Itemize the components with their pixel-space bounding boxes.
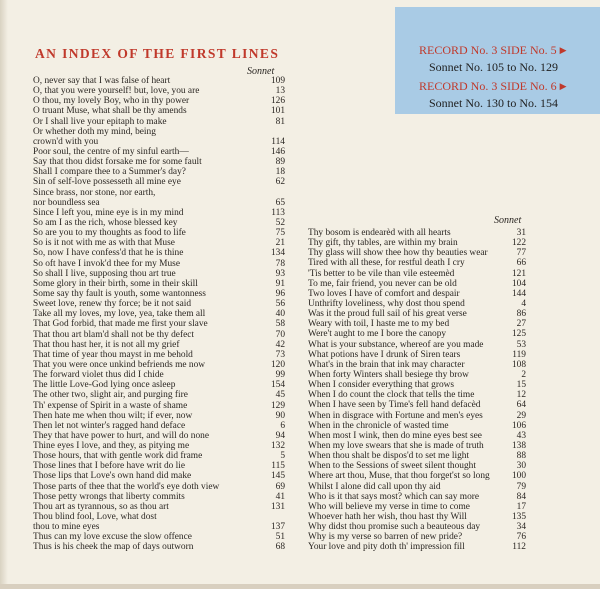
index-entry <box>308 492 526 502</box>
index-entry <box>308 360 526 370</box>
record-side-5-heading: RECORD No. 3 SIDE No. 5 <box>419 43 557 57</box>
first-line-text: O, never say that I was false of heart <box>33 76 171 86</box>
sonnet-number: 81 <box>275 116 285 127</box>
sonnet-number: 86 <box>516 309 526 320</box>
index-entry <box>33 340 285 350</box>
sonnet-number: 131 <box>270 501 285 512</box>
index-entry <box>33 218 285 228</box>
first-line-text: That time of year thou mayst in me behold <box>33 349 193 360</box>
first-line-text: So shall I live, supposing thou art true <box>33 268 176 279</box>
sonnet-number: 93 <box>275 268 285 279</box>
index-entry <box>33 431 285 441</box>
first-line-text: Who is it that says most? which can say more <box>308 491 480 502</box>
index-entry <box>33 157 285 167</box>
index-entry <box>33 502 285 512</box>
page-title: AN INDEX OF THE FIRST LINES <box>35 46 280 61</box>
index-entry <box>33 451 285 461</box>
index-entry <box>33 147 285 157</box>
first-line-text: That you were once unkind befriends me now <box>33 359 206 370</box>
sonnet-number: 45 <box>275 390 285 401</box>
sonnet-number: 145 <box>270 471 285 482</box>
sonnet-number: 94 <box>275 430 285 441</box>
index-entry <box>308 522 526 532</box>
sonnet-number: 126 <box>270 96 285 107</box>
index-entry <box>33 532 285 542</box>
sonnet-number: 68 <box>275 542 285 553</box>
index-entry <box>33 542 285 552</box>
index-entry <box>33 167 285 177</box>
sonnet-number: 100 <box>511 471 526 482</box>
sonnet-number: 154 <box>270 380 285 391</box>
sonnet-number: 21 <box>275 238 285 249</box>
sonnet-number: 144 <box>511 288 526 299</box>
index-entry <box>308 502 526 512</box>
sonnet-number: 30 <box>516 461 526 472</box>
sonnet-number: 53 <box>516 339 526 350</box>
sonnet-number: 99 <box>275 370 285 381</box>
sonnet-number: 101 <box>270 106 285 117</box>
first-line-text: Why didst thou promise such a beauteous day <box>308 522 481 533</box>
right-index-list <box>308 228 526 553</box>
index-entry <box>33 228 285 238</box>
index-entry <box>308 329 526 339</box>
record-side-5 <box>419 43 567 75</box>
first-line-text: Thus is his cheek the map of days outworn <box>33 542 194 553</box>
sonnet-number: 58 <box>275 319 285 330</box>
first-line-text: crown'd with you <box>33 136 99 147</box>
record-side-6 <box>419 79 567 111</box>
index-entry <box>33 441 285 451</box>
sonnet-number: 135 <box>511 511 526 522</box>
first-line-text: When my love swears that she is made of truth <box>308 440 484 451</box>
first-line-text: Those lips that Love's own hand did make <box>33 471 192 482</box>
first-line-text: When to the Sessions of sweet silent thought <box>308 461 476 472</box>
index-entry <box>308 421 526 431</box>
sonnet-number: 104 <box>511 278 526 289</box>
first-line-text: 'Tis better to be vile than vile esteemèd <box>308 268 455 279</box>
index-entry <box>33 86 285 96</box>
first-line-text: When in the chronicle of wasted time <box>308 420 449 431</box>
sonnet-number: 73 <box>275 349 285 360</box>
index-entry <box>308 532 526 542</box>
index-entry <box>33 401 285 411</box>
first-line-text: The other two, slight air, and purging fire <box>33 390 188 401</box>
index-entry <box>33 350 285 360</box>
first-line-text: The little Love-God lying once asleep <box>33 380 176 391</box>
index-entry <box>33 106 285 116</box>
index-entry <box>308 380 526 390</box>
page-spine <box>0 0 8 589</box>
first-line-text: What is your substance, whereof are you made <box>308 339 484 350</box>
first-line-text: Say that thou didst forsake me for some fault <box>33 157 202 168</box>
first-line-text: thou to mine eyes <box>33 522 100 533</box>
sonnet-number: 109 <box>270 76 285 86</box>
sonnet-number: 119 <box>512 349 526 360</box>
sonnet-number: 77 <box>516 248 526 259</box>
index-entry <box>308 279 526 289</box>
first-line-text: Thus can my love excuse the slow offence <box>33 532 192 543</box>
sonnet-number: 79 <box>516 481 526 492</box>
index-entry <box>308 370 526 380</box>
index-entry <box>33 117 285 127</box>
sonnet-number: 65 <box>275 197 285 208</box>
left-sonnet-header: Sonnet <box>247 66 275 77</box>
sonnet-number: 31 <box>516 228 526 238</box>
index-entry <box>33 248 285 258</box>
sonnet-number: 125 <box>511 329 526 340</box>
index-entry <box>33 238 285 248</box>
first-line-text: Sweet love, renew thy force; be it not said <box>33 299 192 310</box>
first-line-text: Tired with all these, for restful death I cry <box>308 258 465 269</box>
sonnet-number: 42 <box>275 339 285 350</box>
sonnet-number: 4 <box>521 298 526 309</box>
index-entry <box>308 340 526 350</box>
first-line-text: Shall I compare thee to a Summer's day? <box>33 167 186 178</box>
first-line-text: nor boundless sea <box>33 197 100 208</box>
record-side-6-range: Sonnet No. 130 to No. 154 <box>429 96 558 110</box>
index-entry <box>308 400 526 410</box>
sonnet-number: 112 <box>512 542 526 553</box>
record-side-5-range: Sonnet No. 105 to No. 129 <box>429 60 558 74</box>
first-line-text: When most I wink, then do mine eyes best see <box>308 430 482 441</box>
sonnet-number: 108 <box>511 359 526 370</box>
sonnet-number: 18 <box>275 167 285 178</box>
sonnet-number: 132 <box>270 441 285 452</box>
sonnet-number: 129 <box>270 400 285 411</box>
first-line-text: When forty Winters shall besiege thy brow <box>308 369 469 380</box>
first-line-text: Weary with toil, I haste me to my bed <box>308 319 450 330</box>
sonnet-number: 122 <box>511 238 526 249</box>
index-entry <box>33 482 285 492</box>
first-line-text: What's in the brain that ink may character <box>308 359 465 370</box>
index-entry <box>308 258 526 268</box>
first-line-text: When I consider everything that grows <box>308 380 455 391</box>
index-entry <box>33 208 285 218</box>
play-arrow-icon: ▶ <box>559 81 567 91</box>
sonnet-number: 89 <box>275 157 285 168</box>
index-entry <box>308 350 526 360</box>
sonnet-number: 137 <box>270 522 285 533</box>
sonnet-number: 6 <box>280 420 285 431</box>
sonnet-number: 138 <box>511 440 526 451</box>
index-entry <box>33 360 285 370</box>
first-line-text: When in disgrace with Fortune and men's eyes <box>308 410 483 421</box>
sonnet-number: 91 <box>275 278 285 289</box>
sonnet-number: 15 <box>516 380 526 391</box>
sonnet-number: 12 <box>516 390 526 401</box>
index-entry <box>33 471 285 481</box>
bottom-edge <box>0 584 600 589</box>
index-entry <box>308 482 526 492</box>
index-entry <box>308 299 526 309</box>
sonnet-number: 146 <box>270 146 285 157</box>
index-entry <box>33 289 285 299</box>
first-line-text: Was it the proud full sail of his great verse <box>308 309 467 320</box>
first-line-text: When I have seen by Time's fell hand defacèd <box>308 400 481 411</box>
sonnet-number: 78 <box>275 258 285 269</box>
first-line-text: Take all my loves, my love, yea, take them all <box>33 309 206 320</box>
sonnet-number: 90 <box>275 410 285 421</box>
index-entry <box>33 492 285 502</box>
index-entry <box>308 228 526 238</box>
sonnet-number: 27 <box>516 319 526 330</box>
first-line-text: That thou hast her, it is not all my grief <box>33 339 180 350</box>
sonnet-number: 121 <box>511 268 526 279</box>
first-line-text: Since brass, nor stone, nor earth, <box>33 187 156 198</box>
sonnet-number: 13 <box>275 86 285 97</box>
index-entry <box>33 127 285 137</box>
first-line-text: Thy bosom is endearèd with all hearts <box>308 228 451 238</box>
first-line-text: Those parts of thee that the world's eye doth view <box>33 481 220 492</box>
index-entry <box>308 248 526 258</box>
first-line-text: So am I as the rich, whose blessed key <box>33 217 178 228</box>
first-line-text: So oft have I invok'd thee for my Muse <box>33 258 180 269</box>
first-line-text: O thou, my lovely Boy, who in thy power <box>33 96 190 107</box>
sonnet-number: 106 <box>511 420 526 431</box>
sonnet-number: 5 <box>280 451 285 462</box>
index-entry <box>308 471 526 481</box>
first-line-text: Those lines that I before have writ do lie <box>33 461 186 472</box>
first-line-text: Sin of self-love possesseth all mine eye <box>33 177 181 188</box>
sonnet-number: 69 <box>275 481 285 492</box>
index-entry <box>33 279 285 289</box>
index-entry <box>33 319 285 329</box>
first-line-text: Why is my verse so barren of new pride? <box>308 532 463 543</box>
sonnet-number: 41 <box>275 491 285 502</box>
index-entry <box>33 411 285 421</box>
index-entry <box>308 390 526 400</box>
first-line-text: Then hate me when thou wilt; if ever, now <box>33 410 193 421</box>
first-line-text: Thou blind fool, Love, what dost <box>33 512 157 523</box>
first-line-text: Poor soul, the centre of my sinful earth— <box>33 146 189 157</box>
sonnet-number: 66 <box>516 258 526 269</box>
sonnet-number: 114 <box>271 136 285 147</box>
sonnet-number: 51 <box>275 532 285 543</box>
sonnet-number: 120 <box>270 359 285 370</box>
sonnet-number: 52 <box>275 217 285 228</box>
index-entry <box>33 522 285 532</box>
record-side-6-heading: RECORD No. 3 SIDE No. 6 <box>419 79 557 93</box>
index-entry <box>33 370 285 380</box>
first-line-text: Thou art as tyrannous, so as thou art <box>33 501 169 512</box>
index-entry <box>308 542 526 552</box>
index-entry <box>33 188 285 198</box>
index-entry <box>308 411 526 421</box>
index-entry <box>33 96 285 106</box>
first-line-text: Some glory in their birth, some in their skill <box>33 278 198 289</box>
first-line-text: That God forbid, that made me first your slave <box>33 319 208 330</box>
index-entry <box>33 390 285 400</box>
first-line-text: Those hours, that with gentle work did frame <box>33 451 203 462</box>
index-entry <box>308 461 526 471</box>
first-line-text: Those petty wrongs that liberty commits <box>33 491 185 502</box>
index-entry <box>308 441 526 451</box>
index-entry <box>308 319 526 329</box>
right-sonnet-header: Sonnet <box>494 215 522 226</box>
index-entry <box>33 269 285 279</box>
index-entry <box>308 309 526 319</box>
sonnet-number: 70 <box>275 329 285 340</box>
first-line-text: Since I left you, mine eye is in my mind <box>33 207 184 218</box>
first-line-text: So are you to my thoughts as food to life <box>33 228 186 239</box>
first-line-text: O, that you were yourself! but, love, you are <box>33 86 200 97</box>
index-entry <box>33 76 285 86</box>
first-line-text: When I do count the clock that tells the time <box>308 390 475 401</box>
index-entry <box>308 269 526 279</box>
first-line-text: Whoever hath her wish, thou hast thy Will <box>308 511 467 522</box>
first-line-text: Your love and pity doth th' impression fill <box>308 542 465 553</box>
left-index-list <box>33 76 285 553</box>
index-entry <box>33 177 285 187</box>
first-line-text: Who will believe my verse in time to come <box>308 501 470 512</box>
sonnet-number: 134 <box>270 248 285 259</box>
first-line-text: When thou shalt be dispos'd to set me light <box>308 451 470 462</box>
sonnet-number: 88 <box>516 451 526 462</box>
index-entry <box>33 299 285 309</box>
first-line-text: What potions have I drunk of Siren tears <box>308 349 461 360</box>
first-line-text: They that have power to hurt, and will do none <box>33 430 209 441</box>
first-line-text: Two loves I have of comfort and despair <box>308 288 460 299</box>
first-line-text: O truant Muse, what shall be thy amends <box>33 106 187 117</box>
first-line-text: Thy glass will show thee how thy beauties wear <box>308 248 488 259</box>
sonnet-number: 2 <box>521 369 526 380</box>
index-entry <box>33 198 285 208</box>
index-entry <box>308 451 526 461</box>
first-line-text: That thou art blam'd shall not be thy defect <box>33 329 195 340</box>
index-entry <box>33 259 285 269</box>
sonnet-number: 84 <box>516 491 526 502</box>
first-line-text: The forward violet thus did I chide <box>33 370 164 381</box>
index-entry <box>33 461 285 471</box>
first-line-text: Then let not winter's ragged hand deface <box>33 420 186 431</box>
sonnet-number: 29 <box>516 410 526 421</box>
index-entry <box>308 289 526 299</box>
sonnet-number: 34 <box>516 522 526 533</box>
first-line-text: Or whether doth my mind, being <box>33 126 156 137</box>
first-line-text: Whilst I alone did call upon thy aid <box>308 481 441 492</box>
sonnet-number: 75 <box>275 228 285 239</box>
first-line-text: Unthrifty loveliness, why dost thou spend <box>308 298 465 309</box>
index-entry <box>33 380 285 390</box>
sonnet-number: 96 <box>275 288 285 299</box>
index-entry <box>33 512 285 522</box>
record-label <box>395 7 600 114</box>
sonnet-number: 40 <box>275 309 285 320</box>
first-line-text: Where art thou, Muse, that thou forget'st so long <box>308 471 490 482</box>
play-arrow-icon: ▶ <box>559 45 567 55</box>
index-entry <box>308 238 526 248</box>
sonnet-number: 64 <box>516 400 526 411</box>
index-entry <box>33 309 285 319</box>
sonnet-number: 76 <box>516 532 526 543</box>
first-line-text: Thine eyes I love, and they, as pitying me <box>33 441 190 452</box>
first-line-text: Some say thy fault is youth, some wantonness <box>33 288 206 299</box>
sonnet-number: 56 <box>275 299 285 310</box>
sonnet-number: 113 <box>271 207 285 218</box>
first-line-text: Were't aught to me I bore the canopy <box>308 329 447 340</box>
index-entry <box>33 137 285 147</box>
first-line-text: To me, fair friend, you never can be old <box>308 278 457 289</box>
first-line-text: So, now I have confess'd that he is thine <box>33 248 184 259</box>
sonnet-number: 17 <box>516 501 526 512</box>
sonnet-number: 115 <box>271 461 285 472</box>
first-line-text: Or I shall live your epitaph to make <box>33 116 167 127</box>
first-line-text: So is it not with me as with that Muse <box>33 238 175 249</box>
first-line-text: Th' expense of Spirit in a waste of shame <box>33 400 188 411</box>
sonnet-number: 43 <box>516 430 526 441</box>
index-entry <box>308 512 526 522</box>
index-entry <box>308 431 526 441</box>
sonnet-number: 62 <box>275 177 285 188</box>
first-line-text: Thy gift, thy tables, are within my brain <box>308 238 458 249</box>
index-entry <box>33 330 285 340</box>
index-entry <box>33 421 285 431</box>
